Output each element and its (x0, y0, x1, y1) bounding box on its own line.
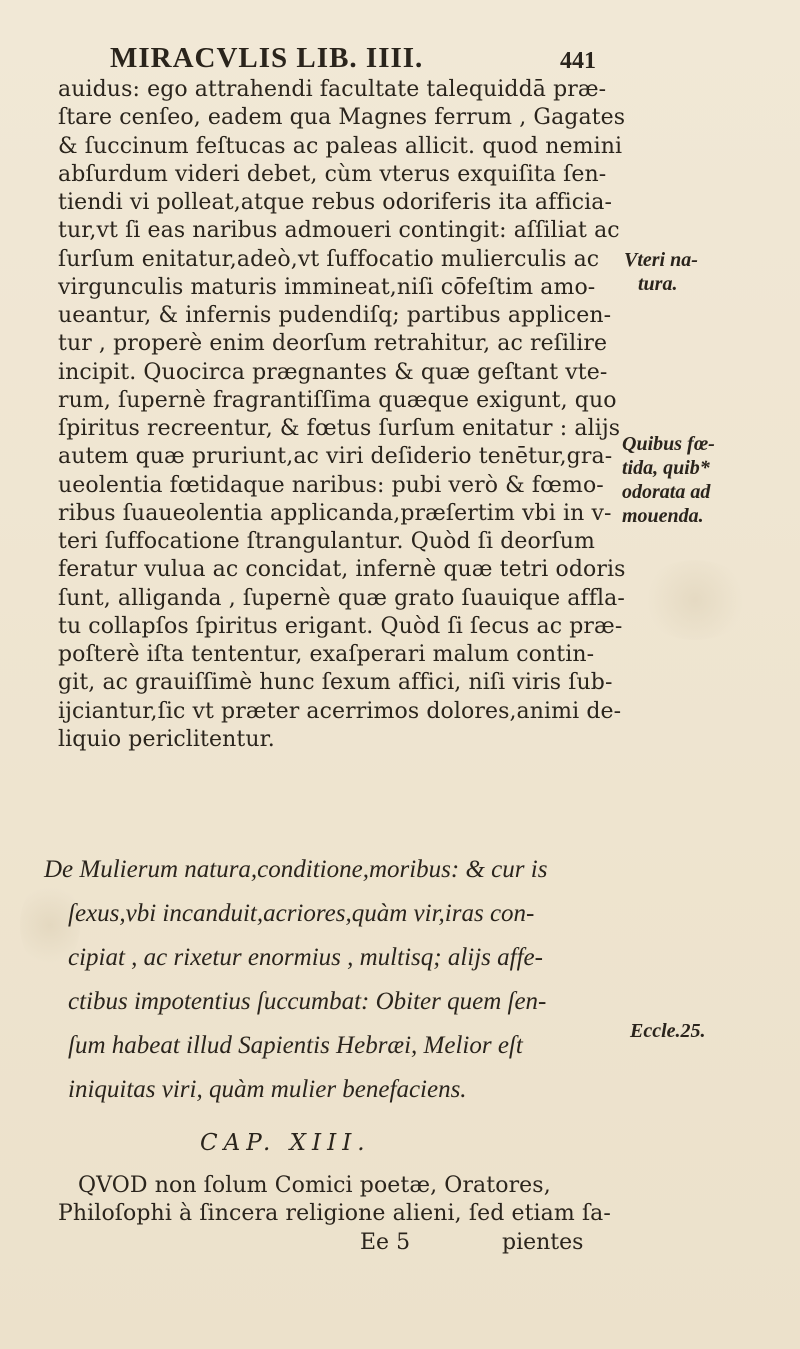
text-line: ueolentia fœtidaque naribus: pubi verò & fœmo- (58, 472, 604, 498)
text-line: abſurdum videri debet, cùm vterus exquiſita ſen- (58, 161, 607, 187)
text-line: ueantur, & infernis pudendiſq; partibus applicen- (58, 303, 612, 328)
margin-note-line: Quibus fœ- (622, 433, 715, 455)
section-title (44, 848, 624, 1112)
margin-note (624, 248, 698, 296)
margin-note: Eccle.25. (630, 1020, 706, 1042)
title-line: ſexus,vbi incanduit,acriores,quàm vir,iras con- (68, 900, 535, 927)
text-line: ſunt, alliganda , ſupernè quæ grato ſuauique affla- (58, 585, 625, 611)
margin-note-line: Vteri na- (624, 249, 698, 271)
text-line: ſurſum enitatur,adeò,vt ſuffocatio mulierculis ac (58, 246, 600, 272)
text-line: rum, ſupernè fragrantiſſima quæque exigunt, quo (58, 387, 617, 413)
text-line: auidus: ego attrahendi facultate talequiddā præ- (58, 77, 607, 102)
running-head: MIRACVLIS LIB. IIII. (110, 42, 424, 74)
text-line: incipit. Quocirca prægnantes & quæ geſtant vte- (58, 359, 608, 385)
signature-mark: Ee 5 (360, 1230, 411, 1255)
text-line: QVOD non ſolum Comici poetæ, Oratores, (78, 1173, 551, 1198)
text-line: poſterè iſta tententur, exaſperari malum contin- (58, 642, 595, 667)
margin-note-line: odorata ad (622, 481, 711, 503)
margin-note-line: tura. (638, 273, 678, 295)
title-line: ſum habeat illud Sapientis Hebræi, Melior eſt (68, 1032, 523, 1059)
text-line: ribus ſuaueolentia applicanda,præſertim vbi in v- (58, 500, 612, 526)
margin-note (622, 432, 715, 528)
text-line: teri ſuffocatione ſtrangulantur. Quòd ſi deorſum (58, 529, 595, 554)
text-line: autem quæ pruriunt,ac viri deſiderio tenētur,gra- (58, 444, 613, 470)
text-line: liquio periclitentur. (58, 726, 275, 752)
text-line: feratur vulua ac concidat, infernè quæ tetri odoris (58, 557, 626, 583)
chapter-heading: CAP. XIII. (200, 1130, 371, 1156)
text-line: ſtare cenſeo, eadem qua Magnes ferrum , Gagates (58, 105, 626, 131)
page-number: 441 (560, 48, 596, 74)
text-line: tu collapſos ſpiritus erigant. Quòd ſi ſecus ac præ- (58, 613, 623, 639)
text-line: virgunculis maturis immineat,niſi cōfeſtim amo- (58, 274, 596, 300)
title-line: ctibus impotentius ſuccumbat: Obiter quem ſen- (68, 988, 547, 1015)
title-line: cipiat , ac rixetur enormius , multisq; alijs affe- (68, 944, 543, 971)
text-line: tur,vt ſi eas naribus admoueri contingit: aſſiliat ac (58, 218, 620, 244)
margin-note-line: tida, quib* (622, 457, 710, 479)
text-line: ijciantur,ſic vt præter acerrimos dolores,animi de- (58, 698, 622, 724)
text-line: tiendi vi polleat,atque rebus odoriferis ita afficia- (58, 190, 613, 215)
paper-stain (640, 560, 750, 640)
text-line: ſpiritus recreentur, & fœtus ſurſum enitatur : aliјs (58, 416, 621, 441)
text-line: git, ac grauiſſimè hunc ſexum affici, niſi viris ſub- (58, 670, 613, 696)
title-line: iniquitas viri, quàm mulier benefaciens. (68, 1076, 467, 1103)
chapter-text (58, 1172, 618, 1229)
title-line: De Mulierum natura,conditione,moribus: & cur is (44, 856, 548, 883)
text-line: tur , properè enim deorſum retrahitur, ac reſilire (58, 331, 608, 357)
text-line: Philoſophi à ſincera religione alieni, ſed etiam ſa- (58, 1201, 611, 1227)
body-text (58, 76, 626, 754)
margin-note-line: mouenda. (622, 505, 704, 527)
text-line: & ſuccinum feſtucas ac paleas allicit. quod nemini (58, 133, 623, 159)
catchword: pientes (502, 1230, 584, 1255)
